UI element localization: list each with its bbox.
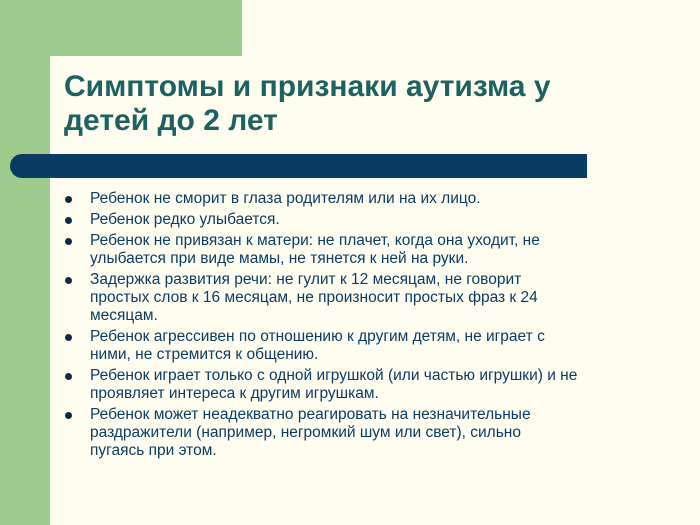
left-green-strip — [0, 0, 50, 525]
bullet-text: проявляет интереса к другим игрушкам. — [90, 385, 379, 402]
bullet-text: Ребенок играет только с одной игрушкой (или частью игрушки) и не — [90, 367, 578, 384]
bullet-text: Ребенок агрессивен по отношению к другим детям, не играет с — [90, 328, 545, 345]
bullet-text: раздражители (например, негромкий шум или свет), сильно — [90, 424, 521, 441]
bullet-dot-icon — [65, 217, 72, 224]
bullet-list — [62, 190, 662, 463]
bullet-text: месяцам. — [90, 307, 158, 324]
bullet-text: простых слов к 16 месяцам, не произносит простых фраз к 24 — [90, 289, 538, 306]
bullet-dot-icon — [65, 277, 72, 284]
bullet-dot-icon — [65, 238, 72, 245]
bullet-text: Задержка развития речи: не гулит к 12 месяцам, не говорит — [90, 271, 522, 288]
slide-title-line: детей до 2 лет — [64, 104, 278, 137]
bullet-dot-icon — [65, 196, 72, 203]
bullet-item — [62, 232, 662, 268]
bullet-text: Ребенок может неадекватно реагировать на незначительные — [90, 406, 531, 423]
bullet-dot-icon — [65, 334, 72, 341]
bullet-text: пугаясь при этом. — [90, 442, 217, 459]
bullet-item — [62, 211, 662, 229]
bullet-text: Ребенок не сморит в глаза родителям или на их лицо. — [90, 190, 481, 207]
bullet-item — [62, 271, 662, 325]
bullet-item — [62, 328, 662, 364]
bullet-item — [62, 406, 662, 460]
bullet-text: улыбается при виде мамы, не тянется к ней на руки. — [90, 250, 469, 267]
slide-title — [64, 70, 664, 138]
bullet-text: Ребенок не привязан к матери: не плачет, когда она уходит, не — [90, 232, 540, 249]
bullet-dot-icon — [65, 373, 72, 380]
bullet-item — [62, 367, 662, 403]
top-right-background — [242, 0, 700, 56]
bullet-item — [62, 190, 662, 208]
slide-title-line: Симптомы и признаки аутизма у — [64, 70, 551, 103]
bullet-text: ними, не стремится к общению. — [90, 346, 319, 363]
title-divider-bar — [10, 154, 587, 178]
bullet-text: Ребенок редко улыбается. — [90, 211, 280, 228]
top-green-block — [0, 0, 242, 56]
bullet-dot-icon — [65, 412, 72, 419]
